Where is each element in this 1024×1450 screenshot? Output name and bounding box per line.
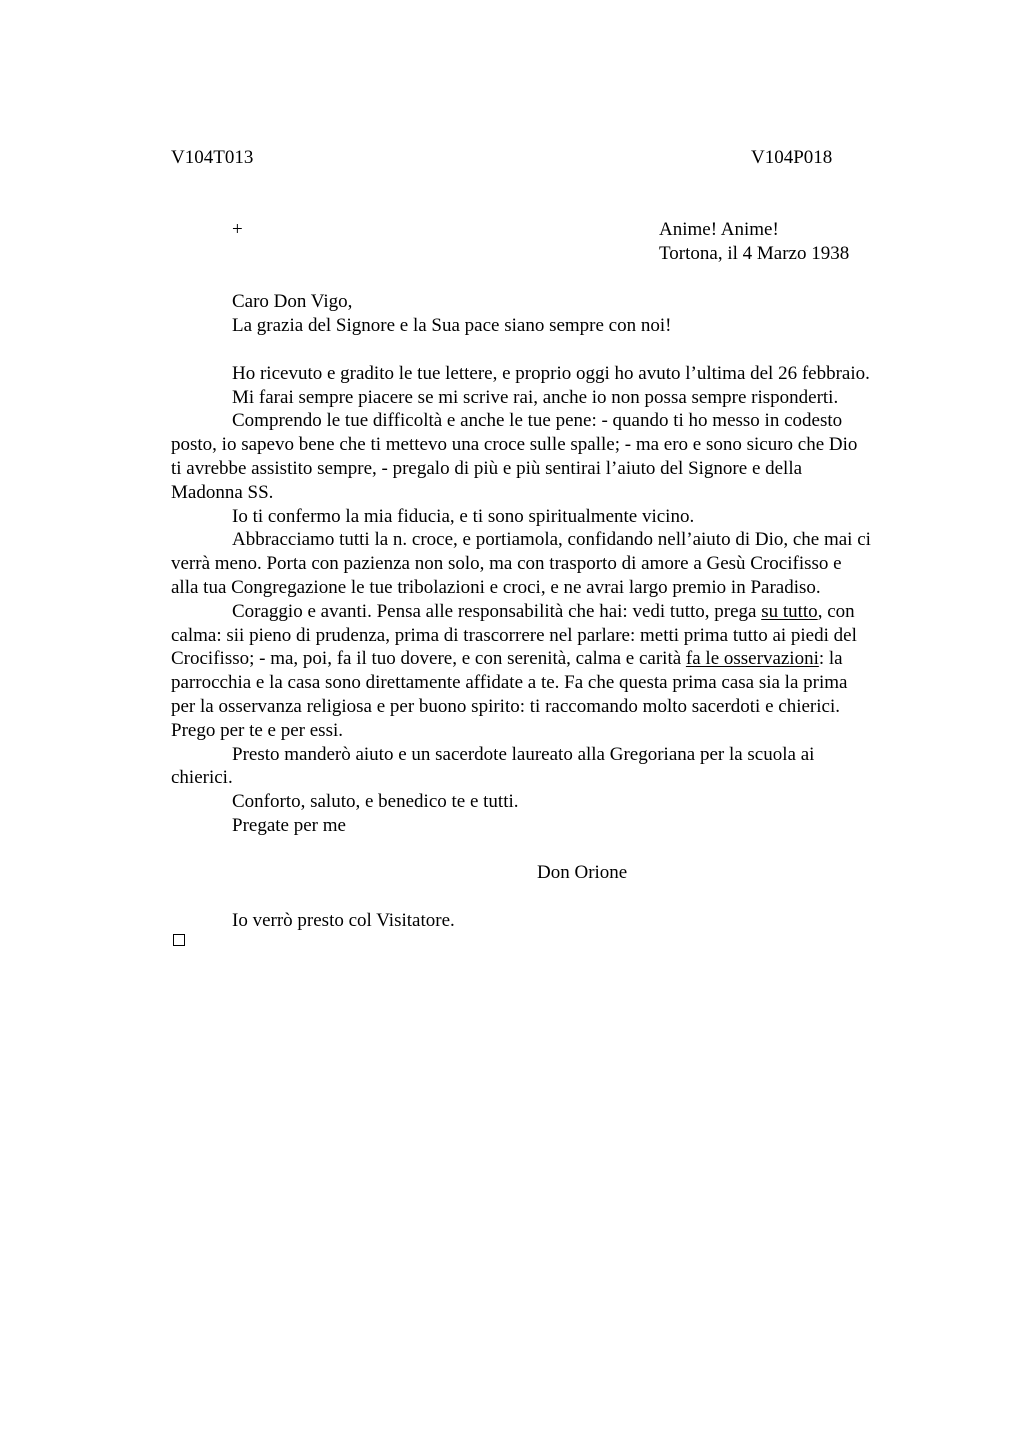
body-line: posto, io sapevo bene che ti mettevo una croce sulle spalle; - ma ero e sono sicuro che Dio <box>171 434 858 455</box>
body-text: Crocifisso; - ma, poi, fa il tuo dovere, e con serenità, calma e carità <box>171 648 686 669</box>
body-text: , con <box>817 601 855 622</box>
body-text: Coraggio e avanti. Pensa alle responsabilità che hai: vedi tutto, prega <box>232 601 762 622</box>
signature: Don Orione <box>537 862 628 883</box>
body-line: parrocchia e la casa sono direttamente affidate a te. Fa che questa prima casa sia la prima <box>171 672 848 693</box>
body-line: calma: sii pieno di prudenza, prima di trascorrere nel parlare: metti prima tutto ai piedi del <box>171 625 857 646</box>
cross-mark: + <box>232 219 243 240</box>
motto: Anime! Anime! <box>659 219 779 240</box>
salutation: Caro Don Vigo, <box>232 291 353 312</box>
body-line: Presto manderò aiuto e un sacerdote laureato alla Gregoriana per la scuola ai <box>232 744 815 765</box>
document-code-left: V104T013 <box>171 147 254 168</box>
underlined-text: fa le osservazioni <box>685 648 819 669</box>
document-code-right: V104P018 <box>751 147 833 168</box>
body-line: Abbracciamo tutti la n. croce, e portiamola, confidando nell’aiuto di Dio, che mai ci <box>232 529 871 550</box>
checkbox-square-icon <box>173 934 185 946</box>
body-line: Mi farai sempre piacere se mi scrive rai, anche io non possa sempre risponderti. <box>232 387 839 408</box>
body-line: Comprendo le tue difficoltà e anche le tue pene: - quando ti ho messo in codesto <box>232 410 843 431</box>
postscript: Io verrò presto col Visitatore. <box>232 910 455 931</box>
body-line: Pregate per me <box>232 815 346 836</box>
body-line: Conforto, saluto, e benedico te e tutti. <box>232 791 519 812</box>
body-line: per la osservanza religiosa e per buono spirito: ti raccomando molto sacerdoti e chierici. <box>171 696 840 717</box>
place-date: Tortona, il 4 Marzo 1938 <box>659 243 850 264</box>
body-line <box>232 600 855 624</box>
body-line: Io ti confermo la mia fiducia, e ti sono spiritualmente vicino. <box>232 506 695 527</box>
body-line: Madonna SS. <box>171 482 274 503</box>
body-line: verrà meno. Porta con pazienza non solo, ma con trasporto di amore a Gesù Crocifisso e <box>171 553 842 574</box>
body-line: Ho ricevuto e gradito le tue lettere, e proprio oggi ho avuto l’ultima del 26 febbraio. <box>232 363 870 384</box>
body-line: ti avrebbe assistito sempre, - pregalo di più e più sentirai l’aiuto del Signore e della <box>171 458 803 479</box>
underlined-text: su tutto <box>761 601 818 622</box>
body-line: Prego per te e per essi. <box>171 720 343 741</box>
body-text: : la <box>818 648 843 669</box>
body-line: alla tua Congregazione le tue tribolazioni e croci, e ne avrai largo premio in Paradiso. <box>171 577 821 598</box>
greeting: La grazia del Signore e la Sua pace siano sempre con noi! <box>232 315 672 336</box>
body-line <box>171 647 843 671</box>
body-line: chierici. <box>171 767 233 788</box>
